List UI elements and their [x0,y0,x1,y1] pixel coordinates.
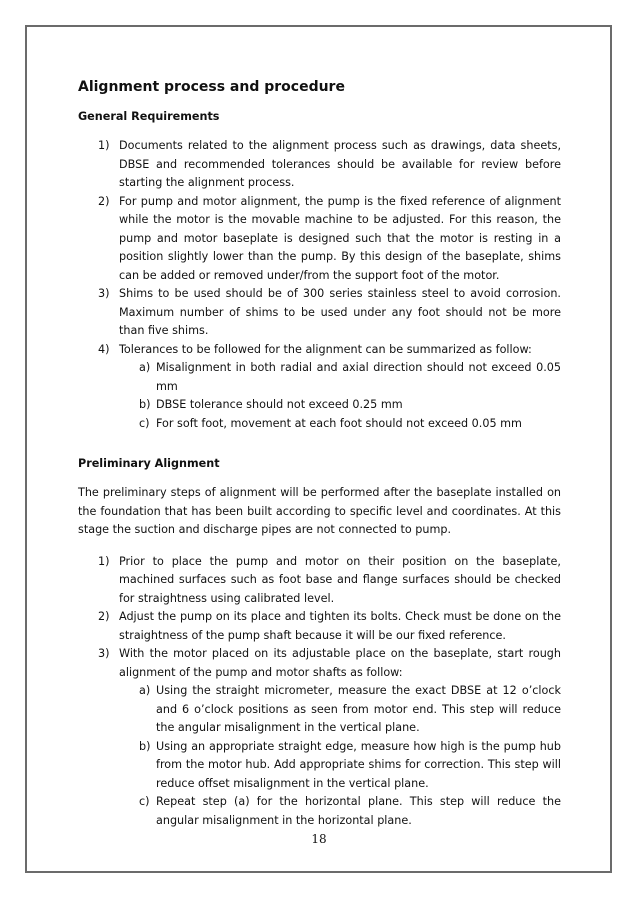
document-content [78,78,561,830]
sublist-text: DBSE tolerance should not exceed 0.25 mm [156,398,403,411]
list-text: Adjust the pump on its place and tighten its bolts. Check must be done on the straightness of the pump shaft because it will be our fixed reference. [119,610,561,642]
list-item [78,608,561,645]
list-text: Tolerances to be followed for the alignment can be summarized as follow: [119,342,532,356]
sublist-letter: a) [139,684,151,697]
list-item [78,285,561,341]
sublist-item [119,682,561,738]
list-text: Shims to be used should be of 300 series stainless steel to avoid corrosion. Maximum number of shims to be used under any foot should not be more than five shims. [119,287,561,337]
tolerance-sublist [119,359,561,433]
preliminary-alignment-heading: Preliminary Alignment [78,457,220,470]
sublist-text: Misalignment in both radial and axial direction should not exceed 0.05 mm [156,361,561,393]
sublist-text: For soft foot, movement at each foot should not exceed 0.05 mm [156,416,522,430]
list-item [78,553,561,609]
page-number: 18 [311,832,327,846]
list-text: With the motor placed on its adjustable place on the baseplate, start rough alignment of the pump and motor shafts as follow: [119,647,561,679]
list-number: 2) [98,610,110,623]
preliminary-intro: The preliminary steps of alignment will be performed after the baseplate installed on the foundation that has been built according to specific level and coordinates. At this stage the suction and discharge pipes are not connected to pump. [78,486,561,536]
list-number: 3) [98,287,110,300]
list-number: 4) [98,342,110,356]
preliminary-list [78,553,561,831]
list-item [78,137,561,193]
list-number: 2) [98,194,110,208]
sublist-text: Using an appropriate straight edge, measure how high is the pump hub from the motor hub. Add appropriate shims for correction. This step will reduce offset misalignment in the vertical plane. [156,739,561,790]
sublist-text: Using the straight micrometer, measure the exact DBSE at 12 o’clock and 6 o’clock positions as seen from motor end. This step will reduce the angular misalignment in the vertical plane. [156,684,561,734]
list-text: Documents related to the alignment process such as drawings, data sheets, DBSE and recommended tolerances should be available for review before starting the alignment process. [119,139,561,189]
list-item [78,341,561,434]
sublist-item [119,359,561,396]
general-requirements-list [78,137,561,433]
list-number: 3) [98,647,110,660]
sublist-text: Repeat step (a) for the horizontal plane. This step will reduce the angular misalignment in the horizontal plane. [156,795,561,827]
list-number: 1) [98,139,110,152]
sublist-item [119,793,561,830]
list-item [78,193,561,286]
rough-alignment-sublist [119,682,561,830]
sublist-letter: b) [139,739,151,753]
sublist-item [119,396,561,415]
list-number: 1) [98,554,110,568]
section-spacer [78,433,561,455]
sublist-letter: a) [139,361,151,374]
sublist-letter: b) [139,398,151,411]
sublist-letter: c) [139,416,150,430]
list-text: Prior to place the pump and motor on their position on the baseplate, machined surfaces such as foot base and flange surfaces should be checked for straightness using calibrated level. [119,554,561,605]
list-text: For pump and motor alignment, the pump is the fixed reference of alignment while the motor is the movable machine to be adjusted. For this reason, the pump and motor baseplate is designed such that the motor is resting in a position slightly lower than the pump. By this design of the baseplate, shims can be added or removed under/from the support foot of the motor. [119,194,561,282]
sublist-letter: c) [139,795,150,808]
sublist-item [119,415,561,434]
general-requirements-heading: General Requirements [78,110,220,123]
sublist-item [119,738,561,794]
section-title: Alignment process and procedure [78,79,345,95]
list-item [78,645,561,830]
